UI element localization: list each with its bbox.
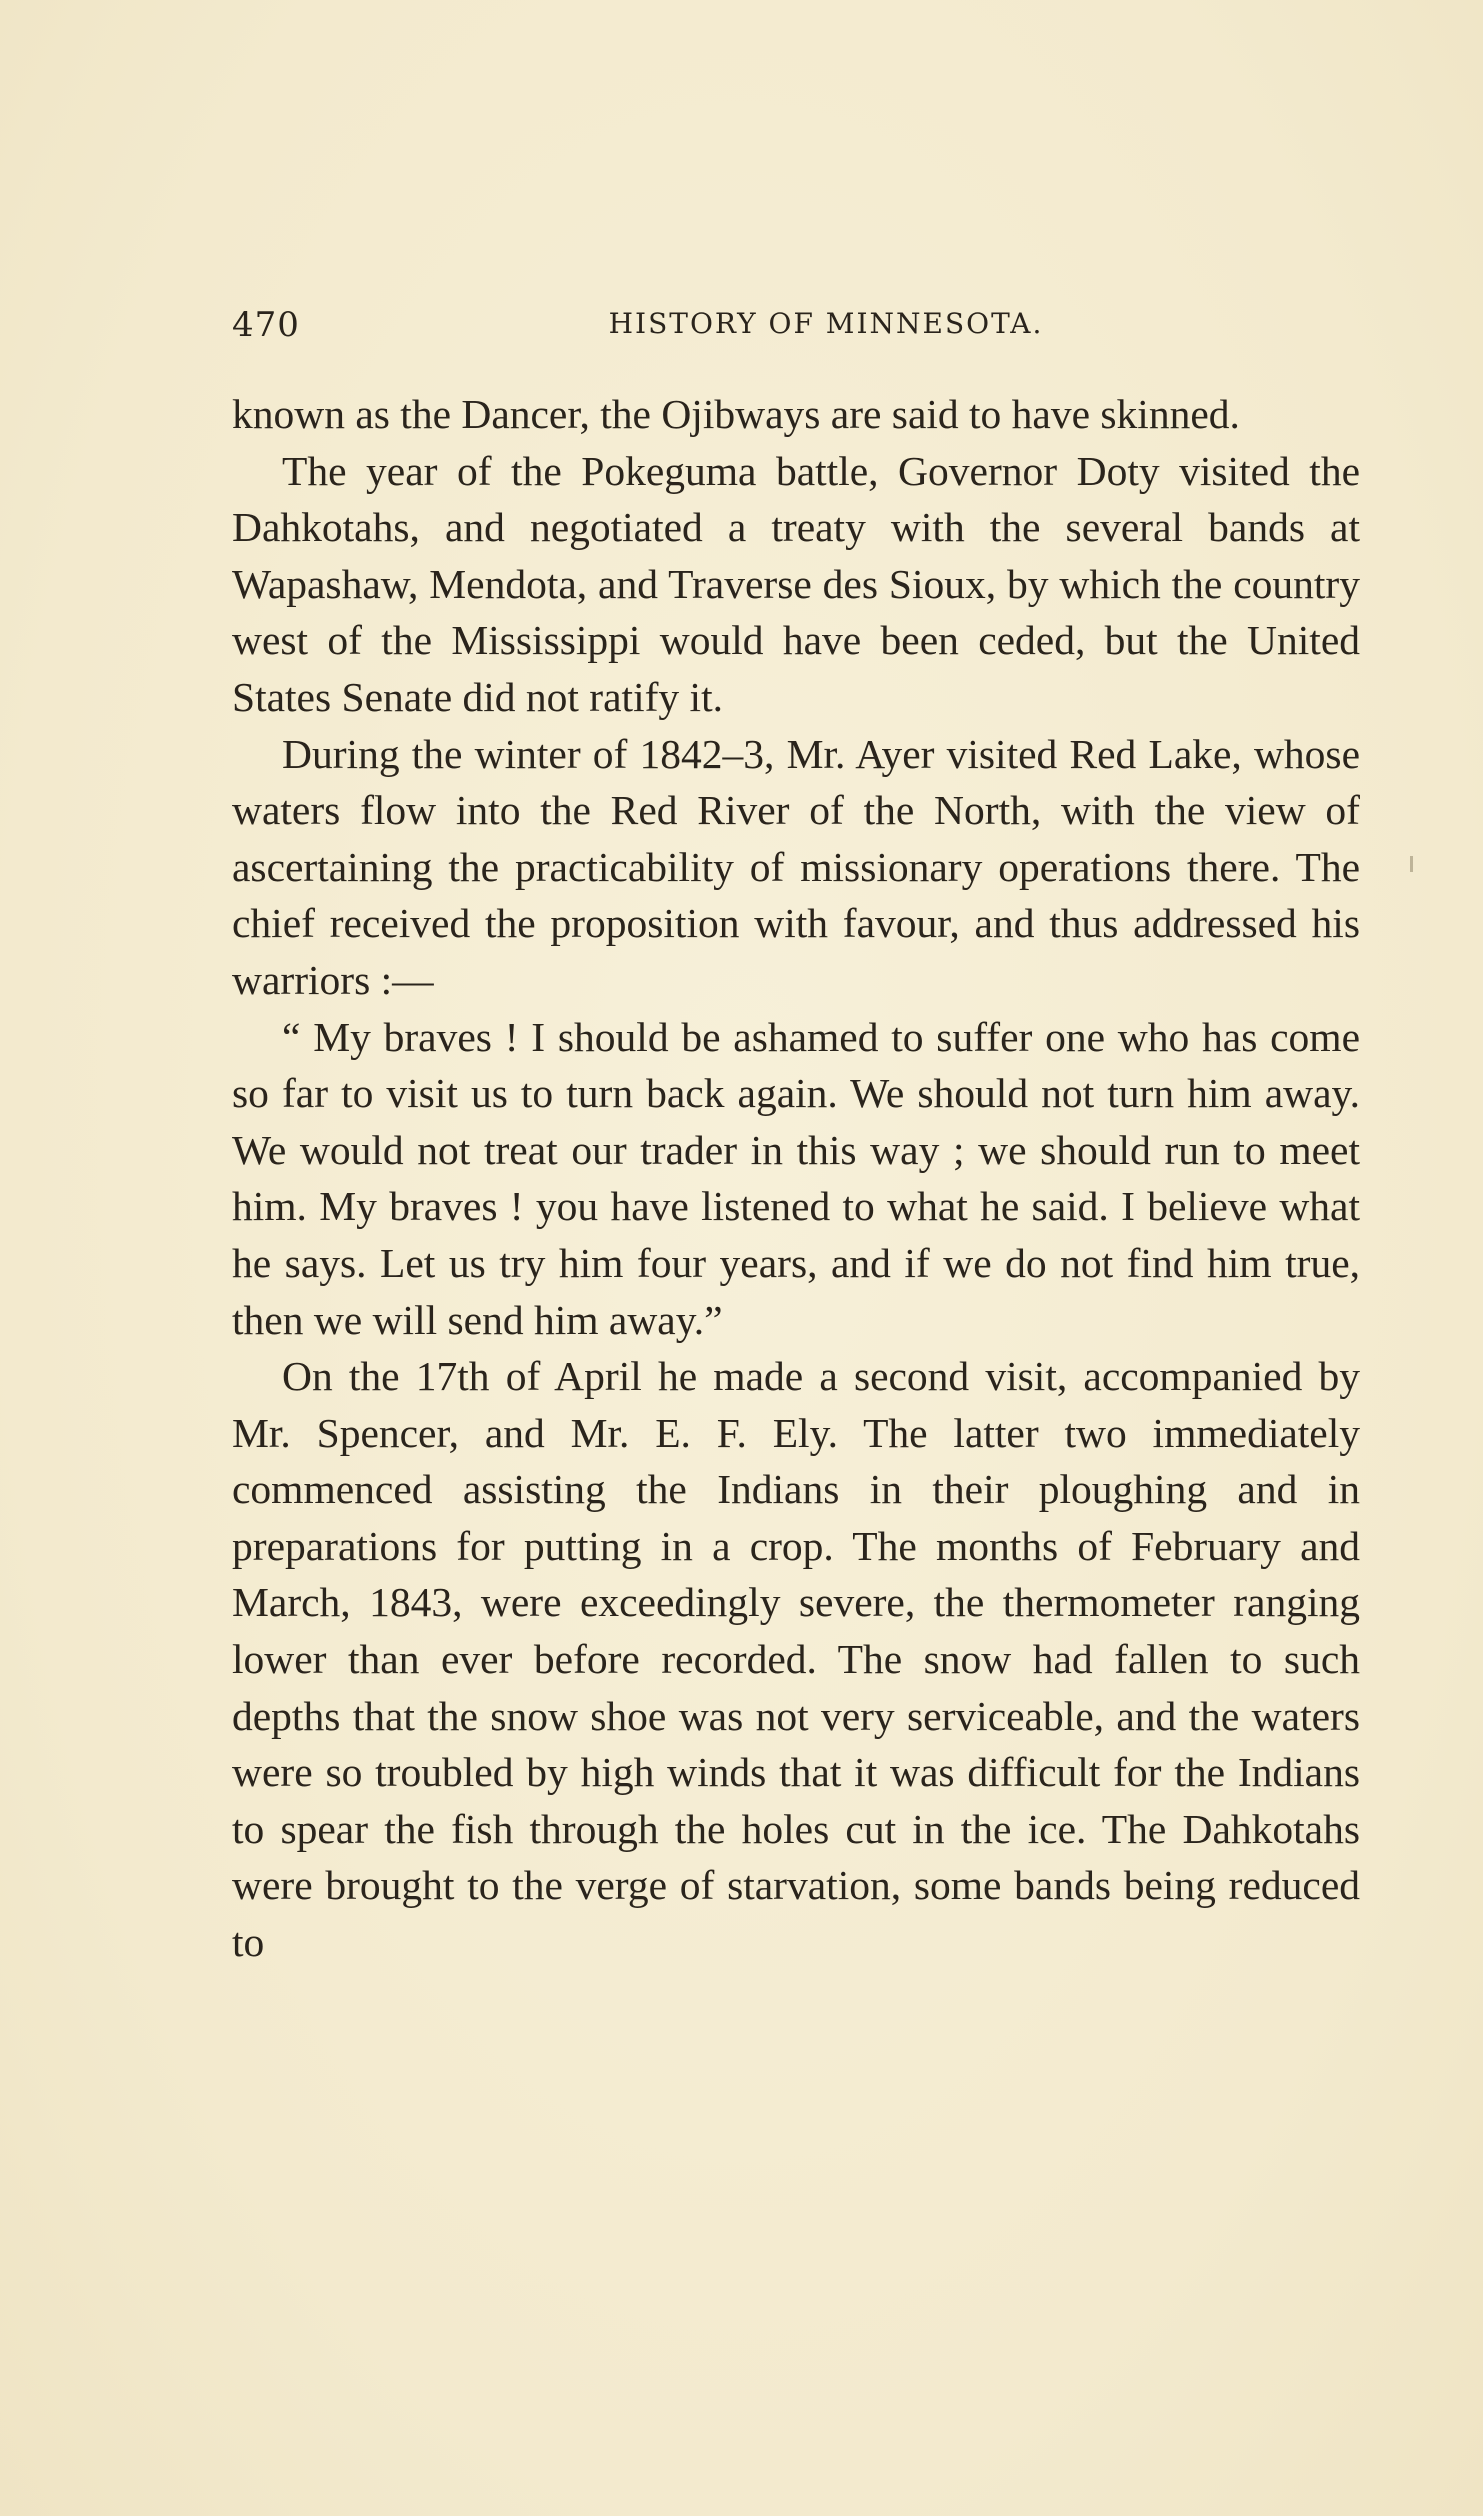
page-header — [232, 305, 1360, 355]
paragraph-continuation: known as the Dancer, the Ojibways are said to have skinned. — [232, 391, 1240, 437]
paragraph: The year of the Pokeguma battle, Governor Doty visited the Dahkotahs, and negotiated a treaty with the several bands at Wapashaw, Mendota, and Traverse des Sioux, by which the country west of the Mississippi would have been ceded, but the United States Senate did not ratify it. — [232, 447, 1360, 720]
page-number: 470 — [232, 305, 300, 345]
margin-mark — [1410, 856, 1413, 872]
paragraph: On the 17th of April he made a second visit, accompanied by Mr. Spencer, and Mr. E. F. Ely. The latter two immediately commenced assisting the Indians in their ploughing and in preparations for putting in a crop. The months of February and March, 1843, were exceedingly severe, the thermometer ranging lower than ever before recorded. The snow had fallen to such depths that the snow shoe was not very serviceable, and the waters were so troubled by high winds that it was difficult for the Indians to spear the fish through the holes cut in the ice. The Dahkotahs were brought to the verge of starvation, some bands being reduced to — [232, 1353, 1360, 1966]
running-head: HISTORY OF MINNESOTA. — [608, 307, 1044, 340]
body-text — [232, 386, 1360, 1971]
quoted-speech-paragraph: “ My braves ! I should be ashamed to suffer one who has come so far to visit us to turn back again. We should not turn him away. We would not treat our trader in this way ; we should run to meet him. My braves ! you have listened to what he said. I believe what he says. Let us try him four years, and if we do not find him true, then we will send him away.” — [232, 1013, 1360, 1343]
paragraph: During the winter of 1842–3, Mr. Ayer visited Red Lake, whose waters flow into the Red River of the North, with the view of ascertaining the practicability of missionary operations there. The chief received the proposition with favour, and thus addressed his warriors :— — [232, 730, 1360, 1003]
